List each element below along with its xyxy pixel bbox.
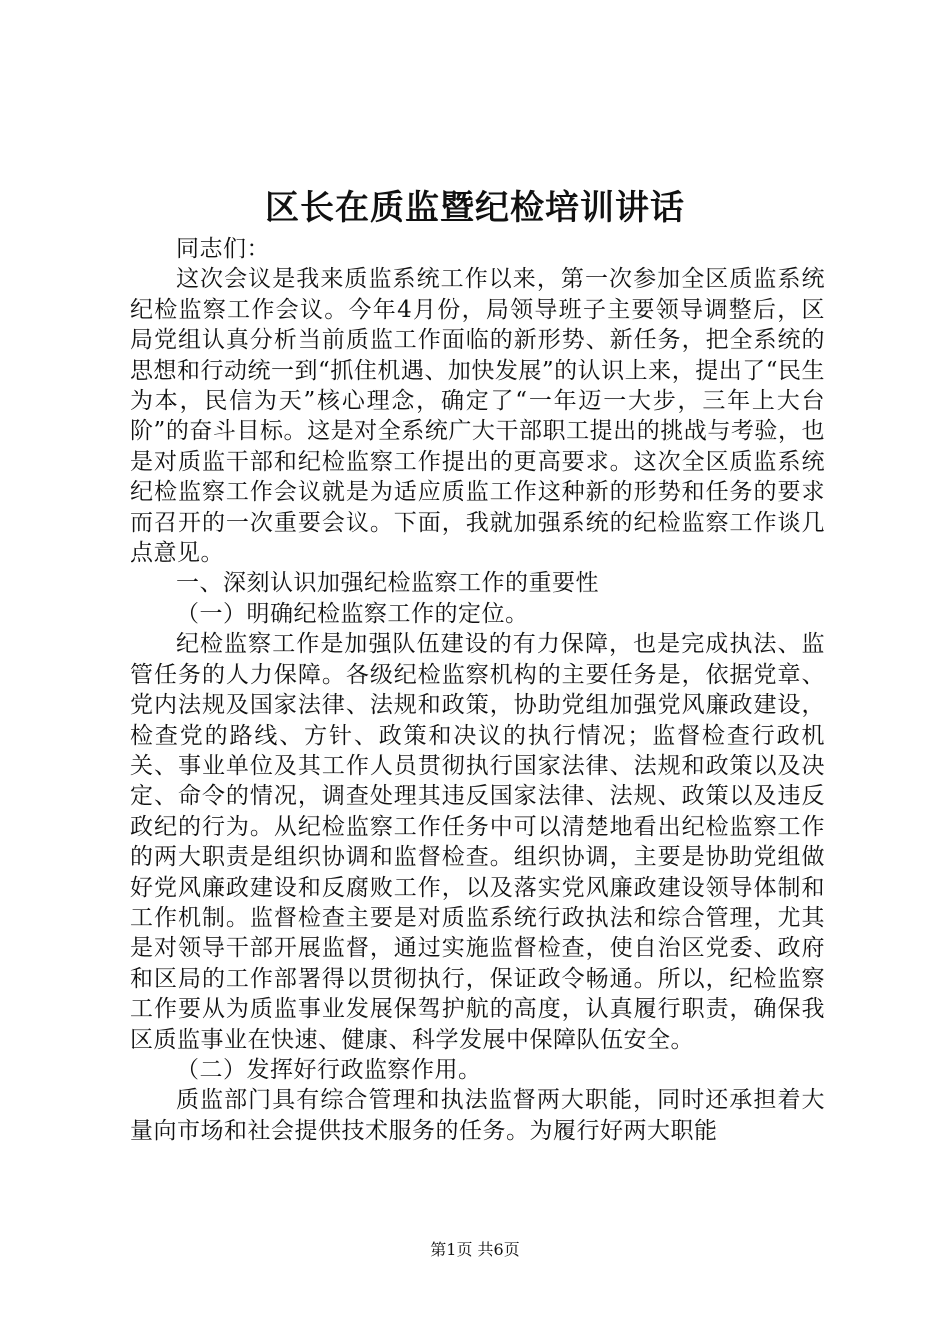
- page-title: 区长在质监暨纪检培训讲话: [265, 188, 685, 228]
- section-heading-1: 一、深刻认识加强纪检监察工作的重要性: [176, 570, 599, 597]
- paragraph-body-2: 质监部门具有综合管理和执法监督两大职能，同时还承担着大量向市场和社会提供技术服务的任务。为履行好两大职能: [130, 1087, 825, 1144]
- page-footer: 第1页 共6页: [430, 1240, 520, 1259]
- paragraph-body-1: 纪检监察工作是加强队伍建设的有力保障，也是完成执法、监管任务的人力保障。各级纪检监察机构的主要任务是，依据党章、党内法规及国家法律、法规和政策，协助党组加强党风廉政建设，检查党的路线、方针、政策和决议的执行情况；监督检查行政机关、事业单位及其工作人员贯彻执行国家法律、法规和政策以及决定、命令的情况，调查处理其违反国家法律、法规、政策以及违反政纪的行为。从纪检监察工作任务中可以清楚地看出纪检监察工作的两大职责是组织协调和监督检查。组织协调，主要是协助党组做好党风廉政建设和反腐败工作，以及落实党风廉政建设领导体制和工作机制。监督检查主要是对质监系统行政执法和综合管理，尤其是对领导干部开展监督，通过实施监督检查，使自治区党委、政府和区局的工作部署得以贯彻执行，保证政令畅通。所以，纪检监察工作要从为质监事业发展保驾护航的高度，认真履行职责，确保我区质监事业在快速、健康、科学发展中保障队伍安全。: [130, 631, 825, 1053]
- subsection-heading-2: （二）发挥好行政监察作用。: [176, 1056, 482, 1083]
- document-body: [130, 234, 825, 1146]
- salutation: 同志们：: [176, 236, 270, 262]
- paragraph-intro: 这次会议是我来质监系统工作以来，第一次参加全区质监系统纪检监察工作会议。今年4月份，局领导班子主要领导调整后，区局党组认真分析当前质监工作面临的新形势、新任务，把全系统的思想和行动统一到“抓住机遇、加快发展”的认识上来，提出了“民生为本，民信为天”核心理念，确定了“一年迈一大步，三年上大台阶”的奋斗目标。这是对全系统广大干部职工提出的挑战与考验，也是对质监干部和纪检监察工作提出的更高要求。这次全区质监系统纪检监察工作会议就是为适应质监工作这种新的形势和任务的要求而召开的一次重要会议。下面，我就加强系统的纪检监察工作谈几点意见。: [130, 266, 825, 567]
- subsection-heading-1: （一）明确纪检监察工作的定位。: [176, 600, 529, 627]
